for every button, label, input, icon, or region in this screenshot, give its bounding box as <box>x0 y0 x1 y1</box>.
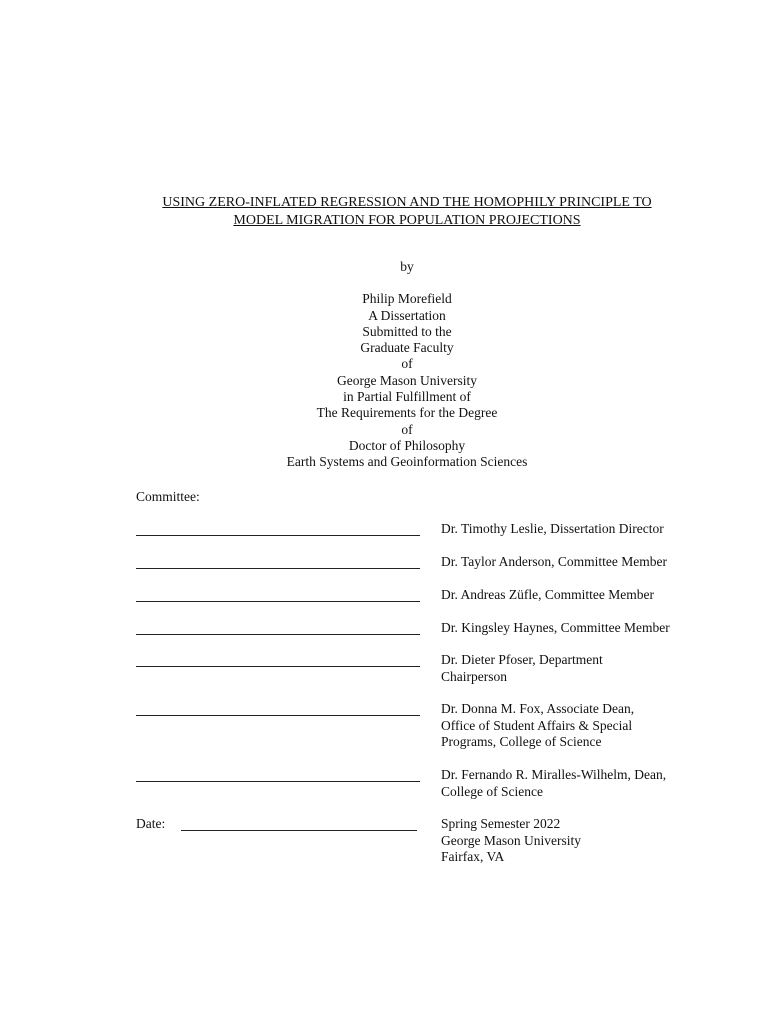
committee-label: Committee: <box>136 489 200 504</box>
member-text: College of Science <box>441 783 543 799</box>
committee-member <box>441 587 691 604</box>
signature-line <box>136 666 420 667</box>
committee-member <box>441 652 691 685</box>
signature-line <box>136 634 420 635</box>
member-text: Dr. Fernando R. Miralles-Wilhelm, Dean, <box>441 767 667 782</box>
member-text: Dr. Timothy Leslie, Dissertation Director <box>441 521 664 536</box>
title-line-1: USING ZERO-INFLATED REGRESSION AND THE HOMOPHILY PRINCIPLE TO <box>162 195 652 210</box>
location-text: Fairfax, VA <box>441 849 505 864</box>
committee-member <box>441 620 691 637</box>
title-line-2: MODEL MIGRATION FOR POPULATION PROJECTIONS <box>233 213 581 228</box>
statement-line: of <box>401 421 413 437</box>
semester-text: Spring Semester 2022 <box>441 816 561 831</box>
statement-line: of <box>401 356 413 372</box>
statement-line: in Partial Fulfillment of <box>343 389 471 405</box>
member-text: Programs, College of Science <box>441 734 602 749</box>
signature-line <box>136 715 420 716</box>
statement-line: Submitted to the <box>362 323 452 339</box>
signature-line <box>136 601 420 602</box>
signature-line <box>136 535 420 536</box>
signature-line <box>136 781 420 782</box>
member-text: Dr. Kingsley Haynes, Committee Member <box>441 620 670 635</box>
submission-statement <box>200 259 614 471</box>
committee-member <box>441 767 691 800</box>
member-text: Dr. Dieter Pfoser, Department <box>441 652 603 667</box>
member-text: Chairperson <box>441 668 507 684</box>
dissertation-title <box>100 194 714 230</box>
statement-line: A Dissertation <box>368 307 446 323</box>
statement-line: Graduate Faculty <box>360 340 454 356</box>
statement-line: The Requirements for the Degree <box>316 405 498 421</box>
committee-member <box>441 554 691 571</box>
by-text: by <box>400 259 414 274</box>
date-block <box>441 816 581 866</box>
member-text: Dr. Taylor Anderson, Committee Member <box>441 554 668 569</box>
university-text: George Mason University <box>441 832 581 848</box>
member-text: Office of Student Affairs & Special <box>441 717 633 733</box>
member-text: Dr. Andreas Züfle, Committee Member <box>441 587 654 602</box>
date-signature-line <box>181 830 417 831</box>
date-label: Date: <box>136 816 166 831</box>
committee-member <box>441 521 691 538</box>
signature-line <box>136 568 420 569</box>
degree-name: Doctor of Philosophy <box>348 437 466 453</box>
member-text: Dr. Donna M. Fox, Associate Dean, <box>441 701 635 716</box>
program-name: Earth Systems and Geoinformation Sciences <box>286 454 528 470</box>
committee-member <box>441 701 691 751</box>
author-name: Philip Morefield <box>362 291 452 307</box>
university-name: George Mason University <box>337 372 477 388</box>
